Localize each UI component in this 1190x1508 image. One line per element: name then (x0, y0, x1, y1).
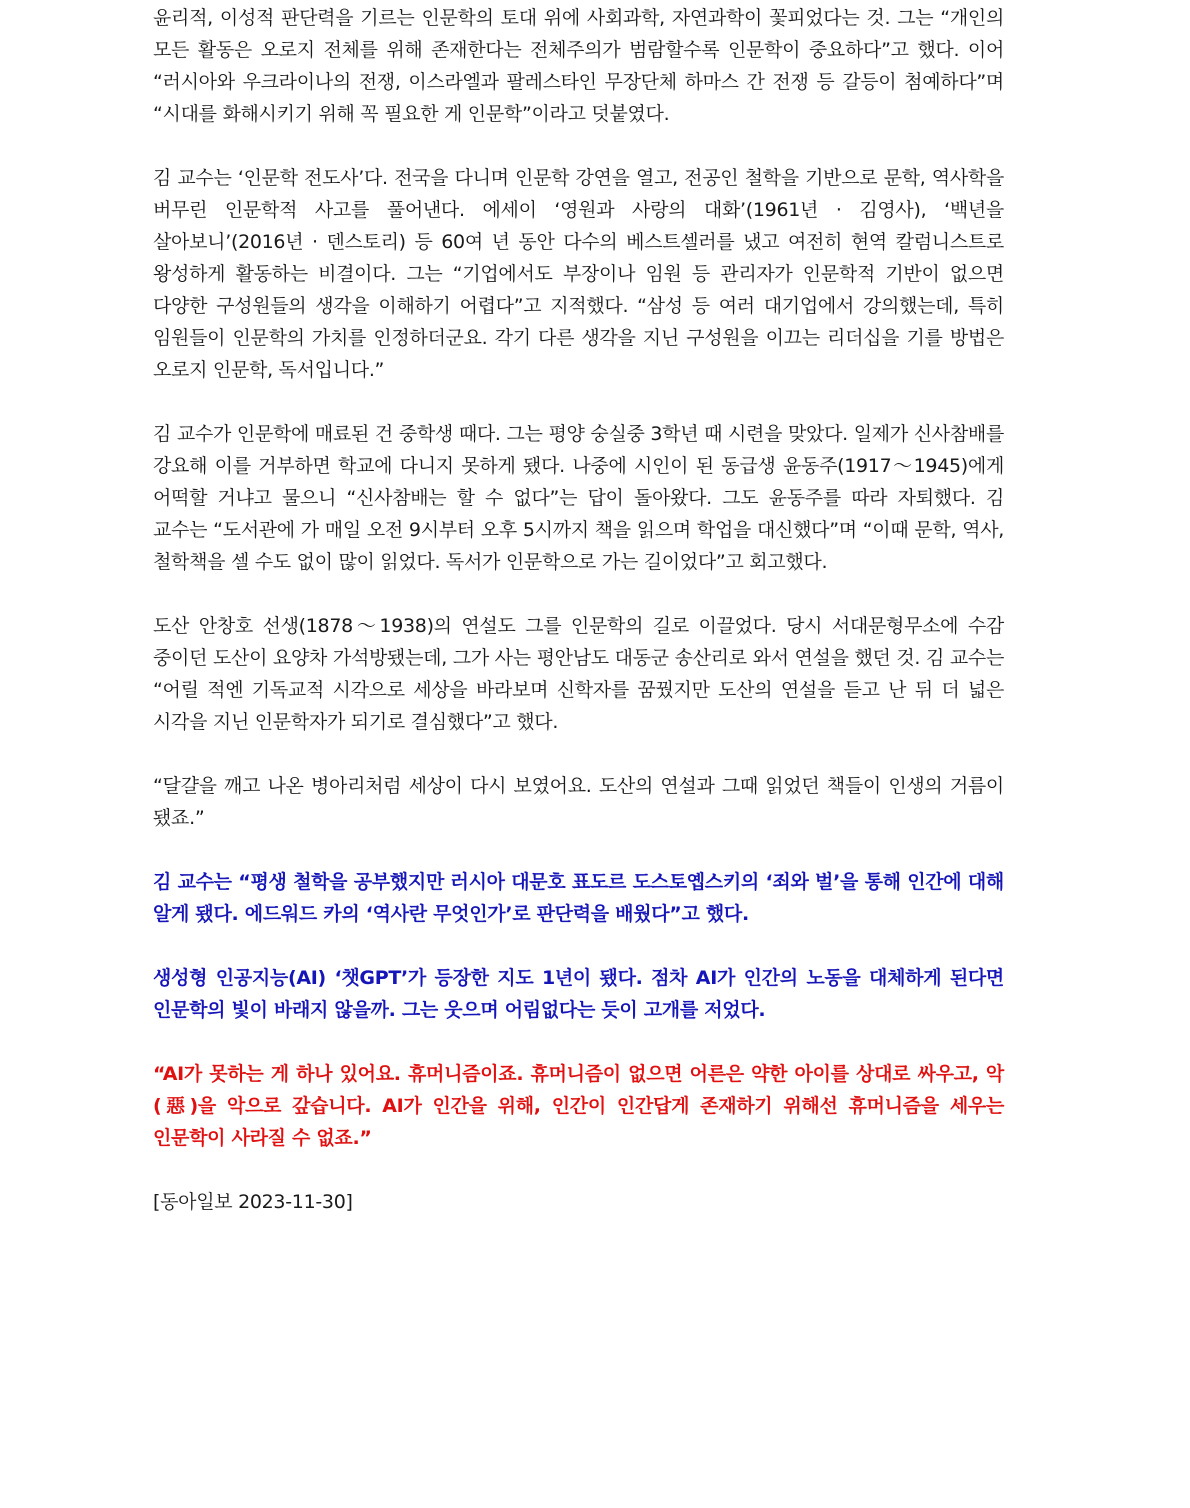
paragraph-middle-school: 김 교수가 인문학에 매료된 건 중학생 때다. 그는 평양 숭실중 3학년 때 시련을 맞았다. 일제가 신사참배를 강요해 이를 거부하면 학교에 다니지 못하게 됐다. 나중에 시인이 된 동급생 윤동주(1917～1945)에게 어떡할 거냐고 물으니 “신사참배는 할 수 없다”는 답이 돌아왔다. 그도 윤동주를 따라 자퇴했다. 김 교수는 “도서관에 가 매일 오전 9시부터 오후 5시까지 책을 읽으며 학업을 대신했다”며 “이때 문학, 역사, 철학책을 셀 수도 없이 많이 읽었다. 독서가 인문학으로 가는 길이었다”고 회고했다. (153, 423, 1004, 573)
paragraph-humanities-foundation: 윤리적, 이성적 판단력을 기르는 인문학의 토대 위에 사회과학, 자연과학이 꽃피었다는 것. 그는 “개인의 모든 활동은 오로지 전체를 위해 존재한다는 전체주의가 범람할수록 인문학이 중요하다”고 했다. 이어 “러시아와 우크라이나의 전쟁, 이스라엘과 팔레스타인 무장단체 하마스 간 전쟁 등 갈등이 첨예하다”며 “시대를 화해시키기 위해 꼭 필요한 게 인문학”이라고 덧붙였다. (153, 7, 1004, 125)
paragraph-humanities-evangelist: 김 교수는 ‘인문학 전도사’다. 전국을 다니며 인문학 강연을 열고, 전공인 철학을 기반으로 문학, 역사학을 버무린 인문학적 사고를 풀어낸다. 에세이 ‘영원과 사랑의 대화’(1961년 · 김영사), ‘백년을 살아보니’(2016년 · 덴스토리) 등 60여 년 동안 다수의 베스트셀러를 냈고 여전히 현역 칼럼니스트로 왕성하게 활동하는 비결이다. 그는 “기업에서도 부장이나 임원 등 관리자가 인문학적 기반이 없으면 다양한 구성원들의 생각을 이해하기 어렵다”고 지적했다. “삼성 등 여러 대기업에서 강의했는데, 특히 임원들이 인문학의 가치를 인정하더군요. 각기 다른 생각을 지닌 구성원을 이끄는 리더십을 기를 방법은 오로지 인문학, 독서입니다.” (153, 167, 1004, 381)
paragraph-chatgpt: 생성형 인공지능(AI) ‘챗GPT’가 등장한 지도 1년이 됐다. 점차 AI가 인간의 노동을 대체하게 된다면 인문학의 빛이 바래지 않을까. 그는 웃으며 어림없다는 듯이 고개를 저었다. (153, 967, 1004, 1021)
source-citation: [동아일보 2023-11-30] (153, 1191, 353, 1213)
paragraph-chick-quote: “달걀을 깨고 나온 병아리처럼 세상이 다시 보였어요. 도산의 연설과 그때 읽었던 책들이 인생의 거름이 됐죠.” (153, 775, 1004, 829)
paragraph-dostoevsky: 김 교수는 “평생 철학을 공부했지만 러시아 대문호 표도르 도스토옙스키의 ‘죄와 벌’을 통해 인간에 대해 알게 됐다. 에드워드 카의 ‘역사란 무엇인가’로 판단력을 배웠다”고 했다. (153, 871, 1004, 925)
paragraph-dosan-speech: 도산 안창호 선생(1878～1938)의 연설도 그를 인문학의 길로 이끌었다. 당시 서대문형무소에 수감 중이던 도산이 요양차 가석방됐는데, 그가 사는 평안남도 대동군 송산리로 와서 연설을 했던 것. 김 교수는 “어릴 적엔 기독교적 시각으로 세상을 바라보며 신학자를 꿈꿨지만 도산의 연설을 듣고 난 뒤 더 넓은 시각을 지닌 인문학자가 되기로 결심했다”고 했다. (153, 615, 1004, 733)
paragraph-humanism-quote: “AI가 못하는 게 하나 있어요. 휴머니즘이죠. 휴머니즘이 없으면 어른은 약한 아이를 상대로 싸우고, 악(惡)을 악으로 갚습니다. AI가 인간을 위해, 인간이 인간답게 존재하기 위해선 휴머니즘을 세우는 인문학이 사라질 수 없죠.” (153, 1063, 1004, 1149)
article-body (153, 0, 1004, 1250)
